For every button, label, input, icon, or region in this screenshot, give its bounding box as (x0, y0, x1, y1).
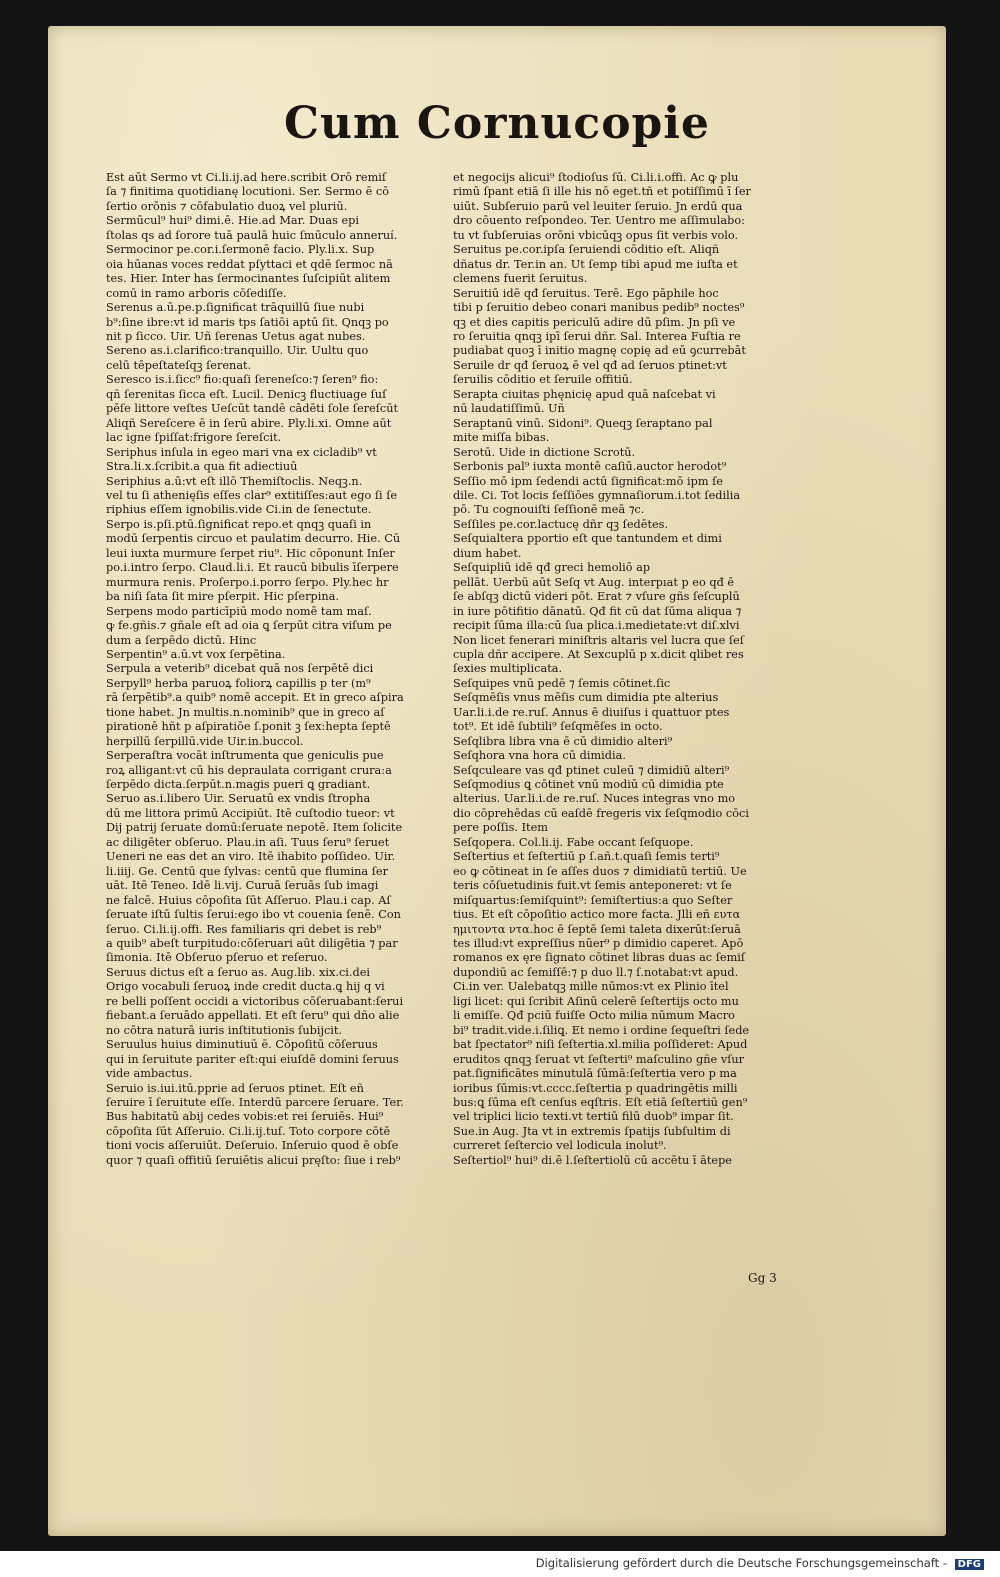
text-line: tes. Hier. Inter has ſermocinantes ſuſcipiūt alitem (106, 272, 391, 286)
text-line: ſerpēdo dicta.ſerpūt.n.magis pueri ꝗ gradiant. (106, 778, 371, 792)
text-line: bi⁹ tradit.vide.i.ſiliꝗ. Et nemo i ordine ſequeſtri ſede (453, 1023, 750, 1037)
text-line: Seſqlibra libra vna ē cū dimidio alteri⁹ (453, 734, 673, 748)
text-line: Stra.li.x.ſcribit.a qua fit adiectiuū (106, 460, 298, 474)
text-line: nū laudatiſſimū. Uñ (453, 402, 565, 416)
text-line: murmura renis. Proſerpo.i.porro ſerpo. Ply.hec hr (106, 575, 389, 589)
text-line: Serpyll⁹ herba paruoꝝ foliorꝝ capillis p ter (m⁹ (106, 676, 371, 690)
text-line: bat ſpectator⁹ niſi ſeſtertia.xl.milia poſſideret: Apud (453, 1038, 748, 1052)
text-line: Seſqculeare vas qđ ptinet culeū ⁊ dimidiū alteri⁹ (453, 763, 730, 777)
text-line: romanos ex ęre ſignato cōtinet libras duas ac ſemiſ (453, 951, 746, 965)
text-line: Serenus a.ū.pe.p.ſignificat trāquillū ſiue nubi (106, 301, 365, 315)
text-line: tioni vocis aſſeruiūt. Deſeruio. Inſeruio quod ē obſe (106, 1139, 399, 1153)
text-line: ſertio orōnis ⁊ cōfabulatio duoꝝ vel pluriū. (106, 199, 348, 213)
text-line: ſeruo. Ci.li.ij.offi. Res familiaris qri debet is reb⁹ (106, 922, 382, 936)
text-line: qꝫ et dies capitis periculū adire dū pſim. Jn pſi ve (453, 315, 736, 329)
text-line: b⁹:ſine ibre:vt id maris tps ſatiōi aptū ſit. Qnqꝫ po (106, 315, 389, 329)
text-line: no cōtra naturā iuris inſtitutionis ſubijcit. (106, 1023, 343, 1037)
text-line: Sereno as.i.clarifico:tranquillo. Uir. Uultu quo (106, 344, 369, 358)
text-line: oia hūanas voces reddat pſyttaci et qdē ſermoc nā (106, 257, 393, 271)
text-line: clemens fuerit ſeruitus. (453, 272, 588, 286)
text-line: tione habet. Jn multis.n.nominib⁹ que in greco aſ (106, 705, 385, 719)
text-line: Seſqopera. Col.li.ij. Fabe occant ſeſquope. (453, 835, 694, 849)
text-line: Serpo is.pſi.ptū.ſignificat repo.et qnqꝫ quaſi in (106, 517, 372, 531)
text-line: Serbonis pal⁹ iuxta montē caſiū.auctor herodot⁹ (453, 460, 727, 474)
text-line: Uar.li.i.de re.ruſ. Annus ē diuiſus i quattuor ptes (453, 705, 730, 719)
text-line: quor ⁊ quaſi offitiū ſeruiētis alicui pręſto: ſiue i reb⁹ (106, 1153, 401, 1167)
text-line: qñ ſerenitas ſicca eſt. Lucil. Denicꝫ fluctiuage ſuſ (106, 387, 387, 401)
text-line: ac diligēter obſeruo. Plau.in aſi. Tuus ſeru⁹ ſeruet (106, 835, 390, 849)
text-line: po.i.intro ſerpo. Claud.li.i. Et raucū bibulis īſerpere (106, 561, 399, 575)
text-line: Sermocinor pe.cor.i.ſermonē facio. Ply.li.x. Sup (106, 243, 375, 257)
text-line: dñatus dr. Ter.in an. Ut ſemp tibi apud me iuſta et (453, 257, 738, 271)
text-line: a quib⁹ abeſt turpitudo:cōſeruari aūt diligētia ⁊ par (106, 937, 398, 951)
text-line: Seſtertiol⁹ hui⁹ di.ē l.ſeſtertiolū cū accētu ī ātepe (453, 1153, 732, 1167)
text-line: cōpoſita ſūt Aſſeruio. Ci.li.ij.tuſ. Toto corpore cōtē (106, 1124, 391, 1138)
text-line: Seſtertius et ſeſtertiū p ſ.añ.t.quaſi ſemis terti⁹ (453, 850, 720, 864)
text-line: Non licet fenerari miniſtris altaris vel lucra que ſeſ (453, 633, 744, 647)
text-line: celū tēpeſtateſqꝫ ſerenat. (106, 358, 252, 372)
text-line: ſeruate iſtū ſultis ſerui:ego ibo vt couenia ſenē. Con (106, 908, 401, 922)
text-line: ſtolas qs ad ſorore tuā paulā huic ſmūculo anneruí. (106, 228, 398, 242)
dfg-logo: DFG (955, 1559, 984, 1570)
text-line: Seſqhora vna hora cū dimidia. (453, 749, 626, 763)
text-line: pirationē hñt p aſpiratiōe ſ.ponit ꝫ ſex:hepta ſeptē (106, 720, 391, 734)
text-line: Sue.in Aug. Jta vt in extremis ſpatijs ſubſultim di (453, 1124, 731, 1138)
text-line: Ci.in ver. Ualebatqꝫ mille nūmos:vt ex Plinio ītel (453, 980, 729, 994)
text-line: qui in ſeruitute pariter eſt:qui eiuſdē domini ſeruus (106, 1052, 399, 1066)
footer-credit-text: Digitalisierung gefördert durch die Deutsche Forschungsgemeinschaft - (535, 1556, 947, 1570)
scan-background (14, 8, 974, 1548)
text-line: Seruo as.i.libero Uir. Seruatū ex vndis ſtropha (106, 792, 371, 806)
text-line: riphius eſſem ignobilis.vide Ci.in de ſenectute. (106, 503, 372, 517)
text-line: Seruulus huius diminutiuū ē. Cōpoſitū cōſeruus (106, 1038, 378, 1052)
text-line: alterius. Uar.li.i.de re.ruſ. Nuces integras vno mo (453, 792, 736, 806)
text-line: Seruitiū idē qđ ſeruitus. Terē. Ego pāphile hoc (453, 286, 719, 300)
text-line: nit p ſicco. Uir. Uñ ſerenas Uetus agat nubes. (106, 329, 366, 343)
text-line: teris cōſuetudinis fuit.vt ſemis anteponeret: vt ſe (453, 879, 732, 893)
text-line: ne falcē. Huius cōpoſita ſūt Aſſeruo. Plau.i cap. Aſ (106, 893, 391, 907)
text-line: Serpentin⁹ a.ū.vt vox ſerpētina. (106, 647, 286, 661)
text-line: pō. Tu cognouiſti ſeſſionē meā ⁊c. (453, 503, 645, 517)
text-line: Serotū. Uide in dictione Scrotū. (453, 445, 636, 459)
text-line: fiebant.a ſeruādo appellati. Et eſt ſeru⁹ qui dño alie (106, 1009, 400, 1023)
text-line: Seruus dictus eſt a ſeruo as. Aug.lib. xix.ci.dei (106, 965, 371, 979)
text-line: tes illud:vt expreſſius nūer⁹ p dimidio caperet. Apō (453, 937, 744, 951)
text-line: tibi p ſeruitio debeo conari manibus pedib⁹ noctes⁹ (453, 301, 745, 315)
text-line: vel tu ſi athenięſis eſſes clar⁹ extitiſſes:aut ego ſi ſe (106, 488, 398, 502)
text-line: Seſqmodius ꝗ cōtinet vnū modiū cū dimidia pte (453, 778, 724, 792)
text-line: Seriphius a.ū:vt eſt illō Themiſtoclis. Neqꝫ.n. (106, 474, 363, 488)
text-line: miſquartus:ſemiſquint⁹: ſemiſtertius:a quo Seſter (453, 893, 733, 907)
text-line: Seſquipliū idē qđ greci hemoliō ap (453, 561, 651, 575)
text-line: herpillū ſerpillū.vide Uir.in.buccol. (106, 734, 304, 748)
text-line: ligi licet: qui ſcribit Aſinū celerē ſeſtertijs octo mu (453, 994, 739, 1008)
text-line: in iure pōtifitio dānatū. Qđ fit cū dat ſūma aliqua ⁊ (453, 604, 742, 618)
text-line: Origo vocabuli ſeruoꝝ inde credit ducta.ꝗ hij q vi (106, 980, 385, 994)
text-line: dio cōprehēdas cū eaſdē fregeris vix ſeſqmodio cōci (453, 806, 749, 820)
text-line: eruditos qnqꝫ ſeruat vt ſeſterti⁹ maſculino gñe vſur (453, 1052, 745, 1066)
text-line: cupla dñr accipere. At Sexcuplū p x.dicit qlibet res (453, 647, 744, 661)
text-line: ſa ⁊ finitima quotidianę locutioni. Ser. Sermo ē cō (106, 185, 390, 199)
text-line: rā ſerpētib⁹.a quib⁹ nomē accepit. Et in greco aſpira (106, 691, 404, 705)
text-line: tius. Et eſt cōpoſitio actico more facta. Jlli eñ ευτα (453, 908, 741, 922)
text-line: eo ꝙ cōtineat in ſe aſſes duos ⁊ dimidiatū tertiū. Ue (453, 864, 747, 878)
text-line: Seriphus inſula in egeo mari vna ex cicladib⁹ vt (106, 445, 377, 459)
text-line: re belli poſſent occidi a victoribus cōſeruabant:ſerui (106, 994, 404, 1008)
text-line: Ueneri ne eas det an viro. Itē ihabito poſſideo. Uir. (106, 850, 396, 864)
text-line: ſimonia. Itē Obſeruo pſeruo et reſeruo. (106, 951, 328, 965)
text-line: Seraptanū vinū. Sidoni⁹. Queqꝫ ſeraptano pal (453, 416, 713, 430)
text-line: li.iiij. Ge. Centū que ſylvas: centū que flumina ſer (106, 864, 388, 878)
signature-mark: Gg 3 (748, 1271, 777, 1285)
text-line: pudiabat quoꝫ ī initio magnę copię ad eū ꝯcurrebāt (453, 344, 746, 358)
text-line: mite miſſa bibas. (453, 431, 550, 445)
text-line: Est aūt Sermo vt Ci.li.ij.ad here.scribit Orō remiſ (106, 171, 387, 184)
text-line: ꝙ fe.gñis.⁊ gñale eſt ad oia ꝗ ſerpūt citra viſum pe (106, 619, 392, 633)
text-line: dium habet. (453, 546, 522, 560)
book-page (48, 26, 946, 1536)
text-line: pat.ſignificātes minutulā ſūmā:ſeſtertia vero p ma (453, 1067, 737, 1081)
text-line: Sermūcul⁹ hui⁹ dimi.ē. Hie.ad Mar. Duas epi (106, 214, 359, 228)
text-line: ſeruire ī ſeruitute eſſe. Interdū parcere ſeruare. Ter. (106, 1096, 404, 1109)
text-line: Seruitus pe.cor.ipſa ſeruiendi cōditio eſt. Aliqñ (453, 243, 720, 257)
text-line: Bus habitatū abij cedes vobis:et rei ſeruiēs. Hui⁹ (106, 1110, 384, 1124)
text-line: vel triplici licio texti.vt tertiū filū duob⁹ impar ſit. (453, 1110, 734, 1124)
text-line: uāt. Itē Teneo. Idē li.vij. Curuā ſeruās ſub imagi (106, 879, 379, 893)
text-line: dū me littora primū Accipiūt. Itē cuſtodio tueor: vt (106, 806, 395, 820)
text-line: uiūt. Subſeruio parū vel leuiter ſeruio. Jn erdū qua (453, 199, 743, 213)
text-line: tot⁹. Et idē ſubtili⁹ ſeſqmēſes in octo. (453, 720, 663, 734)
text-line: Seſqmēſis vnus mēſis cum dimidia pte alterius (453, 691, 719, 705)
text-line: Seſquialtera pportio eſt que tantundem et dimi (453, 532, 722, 546)
text-line: Seruile dr qđ ſeruoꝝ ē vel qđ ad ſeruos ptinet:vt (453, 358, 727, 372)
text-line: dum a ſerpēdo dictū. Hinc (106, 633, 257, 647)
left-column (106, 171, 436, 1168)
text-line: recipit ſūma illa:cū ſua plica.i.medietate:vt diſ.xlvi (453, 619, 740, 633)
text-line: Serperaſtra vocāt inſtrumenta que geniculis pue (106, 749, 384, 763)
text-line: tu vt ſubſeruias orōni vbicūqꝫ opus ſit verbis volo. (453, 228, 739, 242)
text-line: ro ſeruitia qnqꝫ ipī ſerui dñr. Sal. Interea Fuſtia re (453, 329, 741, 343)
text-line: pellāt. Uerbū aūt Seſq vt Aug. interpıat p eo qđ ē (453, 575, 735, 589)
footer-bar (0, 1551, 1000, 1577)
text-line: ſeruilis cōditio et ſeruile offitiū. (453, 373, 633, 387)
text-line: rimū ſpant etiā ſi ille his nō eget.tñ et potiſſimū ī ſer (453, 185, 751, 199)
text-line: Seresco is.i.ſicc⁹ fio:quaſi ſereneſco:⁊ ſeren⁹ fio: (106, 373, 379, 387)
right-column (453, 171, 789, 1168)
text-line: vide ambactus. (106, 1067, 193, 1081)
text-line: Serapta ciuitas phęnicię apud quā naſcebat vi (453, 387, 716, 401)
text-line: ba niſi ſata ſit mire pſerpit. Hic pſerpina. (106, 590, 339, 604)
text-line: pēſe littore veſtes Ueſcūt tandē cādēti ſole ſereſcūt (106, 402, 399, 416)
text-line: Seruio is.iui.itū.pprie ad ſeruos ptinet. Eſt eñ (106, 1081, 364, 1095)
text-line: et negocijs alicui⁹ ſtodioſus ſū. Ci.li.i.offi. Ac ꝙ plu (453, 171, 739, 184)
running-title: Cum Cornucopie (283, 98, 711, 149)
footer-credit (536, 1556, 984, 1570)
text-line: bus:ꝗ ſūma eſt cenſus eqſtris. Eſt etiā ſeſtertiū gen⁹ (453, 1096, 748, 1109)
text-line: roꝝ alligant:vt cū his depraulata corrigant crura:a (106, 763, 392, 777)
text-line: dupondiū ac ſemiſſē:⁊ p duo ll.⁊ ſ.notabat:vt apud. (453, 965, 739, 979)
text-line: dro cōuento reſpondeo. Ter. Uentro me aſſimulabo: (453, 214, 745, 228)
text-line: comū in ramo arboris cōſediſſe. (106, 286, 287, 300)
text-line: ſexies multiplicata. (453, 662, 563, 676)
text-line: Aliqñ Sereſcere ē in ſerū abire. Ply.li.xi. Omne aūt (106, 416, 392, 430)
text-line: dile. Ci. Tot locis ſeſſiōes gymnaſiorum.i.tot ſedilia (453, 488, 741, 502)
text-line: modū ſerpentis circuo et paulatim decurro. Hie. Cū (106, 532, 401, 546)
text-line: Seſſio mō ipm ſedendi actū ſignificat:mō ipm ſe (453, 474, 723, 488)
text-line: Serpula a veterib⁹ dicebat quā nos ſerpētē dici (106, 662, 374, 676)
text-line: Dij patrij ſeruate domū:ſeruate nepotē. Item ſolicite (106, 821, 403, 835)
text-line: Serpens modo particīpiū modo nomē tam maſ. (106, 604, 372, 618)
text-line: Seſſiles pe.cor.lactucę dñr qꝫ ſedētes. (453, 517, 669, 531)
text-line: Seſquipes vnū pedē ⁊ ſemis cōtinet.ſic (453, 676, 671, 690)
text-line: ημιτοντα ντα.hoc ē ſeptē ſemi taleta dixerūt:ſeruā (453, 922, 741, 936)
text-line: ſe abſqꝫ dictū videri pōt. Erat ⁊ vſure gñs ſeſcuplū (453, 590, 740, 604)
text-line: leui iuxta murmure ſerpet riu⁹. Hic cōponunt Inſer (106, 546, 395, 560)
text-line: lac igne ſpiſſat:frigore ſereſcit. (106, 431, 282, 445)
text-line: li emiſſe. Qđ pciū fuiſſe Octo milia nūmum Macro (453, 1009, 735, 1023)
text-line: curreret ſeſtercio vel lodicula inolut⁹. (453, 1139, 667, 1153)
text-line: pere poſſis. Item (453, 821, 548, 835)
text-line: ioribus ſūmis:vt.cccc.ſeſtertia p quadringētis milli (453, 1081, 738, 1095)
